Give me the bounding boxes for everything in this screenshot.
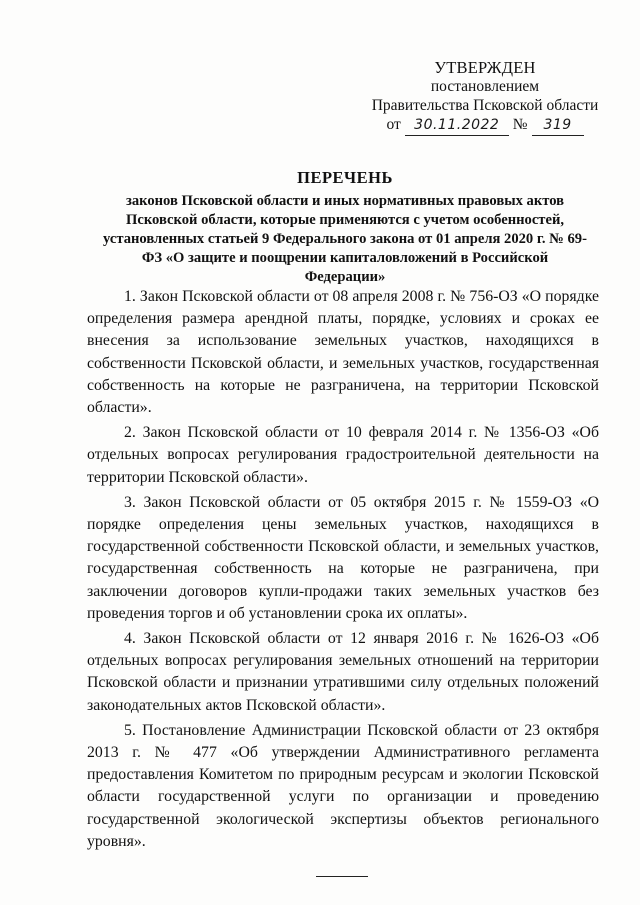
approval-line-government: Правительства Псковской области xyxy=(371,97,599,114)
approval-date-handwritten: 30.11.2022 xyxy=(405,116,509,136)
end-divider xyxy=(316,876,368,877)
approval-date-prefix: от xyxy=(386,116,401,133)
approval-number-handwritten: 319 xyxy=(532,116,584,136)
acts-list xyxy=(87,286,599,856)
list-item-2: 2. Закон Псковской области от 10 февраля 2014 г. № 1356-ОЗ «Об отдельных вопросах регулирования градостроительной деятельности на территории Псковской области». xyxy=(87,424,599,486)
heading-title: ПЕРЕЧЕНЬ xyxy=(297,168,393,187)
list-item-1: 1. Закон Псковской области от 08 апреля 2008 г. № 756-ОЗ «О порядке определения размера арендной платы, порядке, условиях и сроках ее внесения за использование земельных участков, находящихся в собственности Псковской области, и земельных участков, государственная собственность на которые не разграничена, на территории Псковской области». xyxy=(87,288,599,417)
approval-line-resolution: постановлением xyxy=(430,78,540,95)
heading-subtitle: законов Псковской области и иных нормативных правовых актов Псковской области, которые применяются с учетом особенностей, установленных статьей 9 Федерального закона от 01 апреля 2020 г. № 69-ФЗ «О защите и поощрении капиталовложений в Российской Федерации» xyxy=(103,193,587,285)
list-item-3: 3. Закон Псковской области от 05 октября 2015 г. № 1559-ОЗ «О порядке определения цены земельных участков, находящихся в государственной собственности Псковской области, и земельных участков, государственная собственность на которые не разграничена, при заключении договоров купли-продажи таких земельных участков без проведения торгов и об установлении срока их оплаты». xyxy=(87,493,599,622)
approval-date-line xyxy=(386,115,583,136)
document-heading xyxy=(100,168,590,287)
list-item-4: 4. Закон Псковской области от 12 января 2016 г. № 1626-ОЗ «Об отдельных вопросах регулирования земельных отношений на территории Псковской области и признании утратившими силу отдельных положений законодательных актов Псковской области». xyxy=(87,630,599,714)
approval-stamp-block xyxy=(360,58,610,136)
approval-title: УТВЕРЖДЕН xyxy=(434,58,536,77)
list-item-5: 5. Постановление Администрации Псковской области от 23 октября 2013 г. № 477 «Об утверждении Административного регламента предоставления Комитетом по природным ресурсам и экологии Псковской области государственной услуги по организации и проведению государственной экологической экспертизы объектов регионального уровня». xyxy=(87,721,599,850)
approval-number-prefix: № xyxy=(512,116,528,133)
